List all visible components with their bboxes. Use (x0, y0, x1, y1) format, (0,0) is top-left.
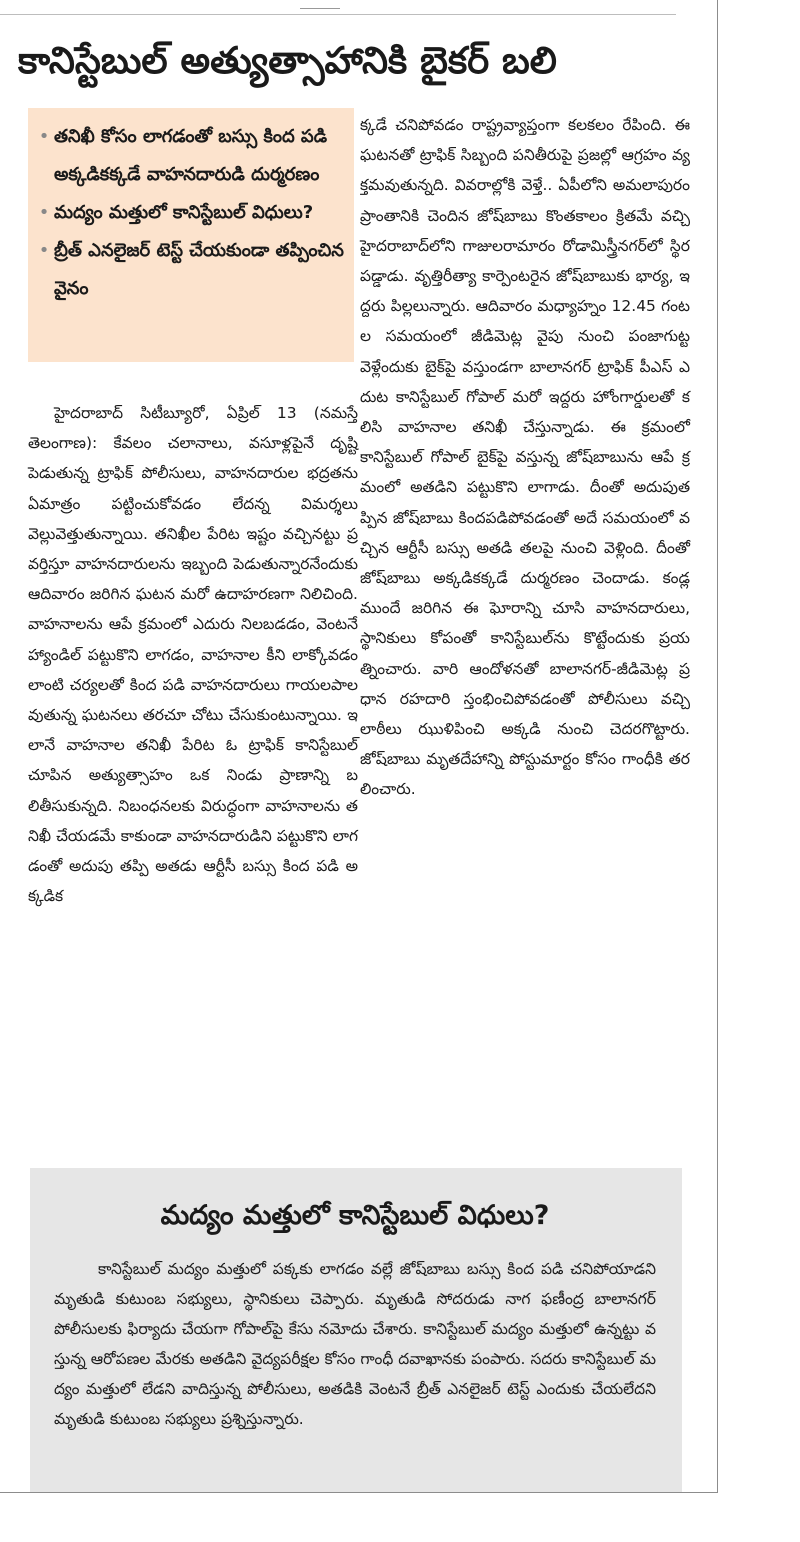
highlights-box (28, 108, 354, 362)
highlight-text: బ్రీత్ ఎనలైజర్ టెస్ట్ చేయకుండా తప్పించిన వైనం (54, 240, 344, 299)
article-column-right (360, 110, 690, 805)
sidebar-body: కానిస్టేబుల్ మద్యం మత్తులో పక్కకు లాగడం వల్లే జోష్‌బాబు బస్సు కింద పడి చనిపోయాడని మృతుడి కుటుంబ సభ్యులు, స్థానికులు చెప్పారు. మృతుడి సోదరుడు నాగ ఫణీంద్ర బాలానగర్ పోలీసులకు ఫిర్యాదు చేయగా గోపాల్‌పై కేసు నమోదు చేశారు. కానిస్టేబుల్ మద్యం మత్తులో ఉన్నట్టు వస్తున్న ఆరోపణల మేరకు అతడిని వైద్యపరీక్షల కోసం గాంధీ దవాఖానకు పంపారు. సదరు కానిస్టేబుల్ మద్యం మత్తులో లేడని వాదిస్తున్న పోలీసులు, అతడికి వెంటనే బ్రీత్ ఎనలైజర్ టెస్ట్ ఎందుకు చేయలేదని మృతుడి కుటుంబ సభ్యులు ప్రశ్నిస్తున్నారు. (54, 1260, 656, 1428)
sidebar-box (30, 1168, 682, 1492)
top-rule (0, 14, 676, 15)
highlight-item (34, 232, 346, 308)
highlight-text: తనిఖీ కోసం లాగడంతో బస్సు కింద పడి అక్కడికక్కడే వాహనదారుడి దుర్మరణం (54, 126, 328, 185)
bullet-icon: • (38, 202, 50, 223)
bullet-icon: • (38, 126, 50, 147)
column-rule-bottom (0, 1492, 718, 1493)
bullet-icon: • (38, 240, 50, 261)
article-paragraph: క్కడే చనిపోవడం రాష్ట్రవ్యాప్తంగా కలకలం రేపింది. ఈ ఘటనతో ట్రాఫిక్ సిబ్బంది పనితీరుపై ప్రజల్లో ఆగ్రహం వ్యక్తమవుతున్నది. వివరాల్లోకి వెళ్తే.. ఏపీలోని అమలాపురం ప్రాంతానికి చెందిన జోష్‌బాబు కొంతకాలం క్రితమే వచ్చి హైదరాబాద్‌లోని గాజులరామారం రోడామిస్త్రీనగర్‌లో స్థిరపడ్డాడు. వృత్తిరీత్యా కార్పెంటరైన జోష్‌బాబుకు భార్య, ఇద్దరు పిల్లలున్నారు. ఆదివారం మధ్యాహ్నం 12.45 గంటల సమయంలో జీడిమెట్ల వైపు నుంచి పంజాగుట్ట వెళ్లేందుకు బైక్‌పై వస్తుండగా బాలానగర్ ట్రాఫిక్ పీఎస్ ఎదుట కానిస్టేబుల్ గోపాల్ మరో ఇద్దరు హోంగార్డులతో కలిసి వాహనాల తనిఖీ చేస్తున్నాడు. ఈ క్రమంలో కానిస్టేబుల్ గోపాల్ బైక్‌పై వస్తున్న జోష్‌బాబును ఆపే క్రమంలో అతడిని పట్టుకొని లాగాడు. దీంతో అదుపుతప్పిన జోష్‌బాబు కిందపడిపోవడంతో అదే సమయంలో వచ్చిన ఆర్టీసీ బస్సు అతడి తలపై నుంచి వెళ్లింది. దీంతో జోష్‌బాబు అక్కడికక్కడే దుర్మరణం చెందాడు. కండ్లముందే జరిగిన ఈ ఘోరాన్ని చూసి వాహనదారులు, స్థానికులు కోపంతో కానిస్టేబుల్‌ను కొట్టేందుకు ప్రయత్నించారు. వారి ఆందోళనతో బాలానగర్-జీడిమెట్ల ప్రధాన రహదారి స్తంభించిపోవడంతో పోలీసులు వచ్చి లాఠీలు ఝుళిపించి అక్కడి నుంచి చెదరగొట్టారు. జోష్‌బాబు మృతదేహాన్ని పోస్టుమార్టం కోసం గాంధీకి తరలించారు. (360, 116, 690, 799)
article-column-left (28, 398, 358, 911)
article-paragraph: హైదరాబాద్ సిటీబ్యూరో, ఏప్రిల్ 13 (నమస్తే తెలంగాణ): కేవలం చలానాలు, వసూళ్లపైనే దృష్టి పెడుతున్న ట్రాఫిక్ పోలీసులు, వాహనదారుల భద్రతను ఏమాత్రం పట్టించుకోవడం లేదన్న విమర్శలు వెల్లువెత్తుతున్నాయి. తనిఖీల పేరిట ఇష్టం వచ్చినట్టు ప్రవర్తిస్తూ వాహనదారులను ఇబ్బంది పెడుతున్నారనేందుకు ఆదివారం జరిగిన ఘటన మరో ఉదాహరణగా నిలిచింది. వాహనాలను ఆపే క్రమంలో ఎదురు నిలబడడం, వెంటనే హ్యాండిల్ పట్టుకొని లాగడం, వాహనాల కీని లాక్కోవడం లాంటి చర్యలతో కింద పడి వాహనదారులు గాయలపాలవుతున్న ఘటనలు తరచూ చోటు చేసుకుంటున్నాయి. ఇలానే వాహనాల తనిఖీ పేరిట ఓ ట్రాఫిక్ కానిస్టేబుల్ చూపిన అత్యుత్సాహం ఒక నిండు ప్రాణాన్ని బలితీసుకున్నది. నిబంధనలకు విరుద్ధంగా వాహనాలను తనిఖీ చేయడమే కాకుండా వాహనదారుడిని పట్టుకొని లాగడంతో అదుపు తప్పి అతడు ఆర్టీసీ బస్సు కింద పడి అక్కడిక (28, 404, 358, 906)
highlight-item (34, 194, 346, 232)
top-mark (300, 0, 340, 9)
headline: కానిస్టేబుల్ అత్యుత్సాహానికి బైకర్ బలి (18, 39, 557, 82)
highlight-item (34, 118, 346, 194)
column-rule-right (717, 0, 718, 1492)
highlight-text: మద్యం మత్తులో కానిస్టేబుల్ విధులు? (54, 202, 314, 223)
sidebar-title: మద్యం మత్తులో కానిస్టేబుల్ విధులు? (160, 1200, 550, 1231)
